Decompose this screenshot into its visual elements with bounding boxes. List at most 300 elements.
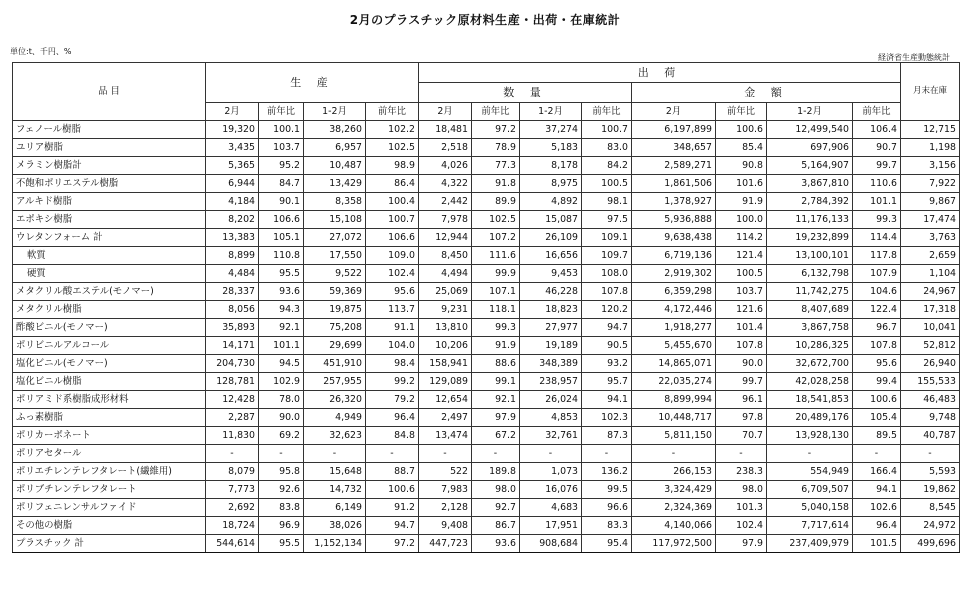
table-cell: 24,972 bbox=[901, 517, 960, 535]
table-row bbox=[13, 481, 960, 499]
table-cell: 98.0 bbox=[472, 481, 520, 499]
table-cell: 92.1 bbox=[472, 391, 520, 409]
table-cell: 128,781 bbox=[206, 373, 259, 391]
table-row bbox=[13, 355, 960, 373]
table-cell: 102.4 bbox=[716, 517, 767, 535]
table-cell: 99.3 bbox=[472, 319, 520, 337]
table-row bbox=[13, 535, 960, 553]
table-cell: 5,040,158 bbox=[767, 499, 853, 517]
table-cell: 100.4 bbox=[366, 193, 419, 211]
table-cell: 26,024 bbox=[520, 391, 582, 409]
table-cell: 94.5 bbox=[259, 355, 304, 373]
row-label: ポリブチレンテレフタレート bbox=[13, 481, 206, 499]
table-cell: 107.8 bbox=[582, 283, 632, 301]
table-cell: 99.1 bbox=[472, 373, 520, 391]
table-cell: 109.1 bbox=[582, 229, 632, 247]
table-cell: 102.3 bbox=[582, 409, 632, 427]
table-cell: 99.7 bbox=[853, 157, 901, 175]
table-cell: 4,683 bbox=[520, 499, 582, 517]
table-cell: 32,761 bbox=[520, 427, 582, 445]
table-cell: 91.1 bbox=[366, 319, 419, 337]
table-cell: 101.3 bbox=[716, 499, 767, 517]
table-cell: 6,957 bbox=[304, 139, 366, 157]
table-cell: 3,156 bbox=[901, 157, 960, 175]
table-cell: 15,108 bbox=[304, 211, 366, 229]
table-row bbox=[13, 427, 960, 445]
table-cell: 451,910 bbox=[304, 355, 366, 373]
table-cell: 1,073 bbox=[520, 463, 582, 481]
table-cell: 52,812 bbox=[901, 337, 960, 355]
subheader-cell: 前年比 bbox=[853, 103, 901, 121]
table-cell: 106.4 bbox=[853, 121, 901, 139]
table-cell: 100.0 bbox=[716, 211, 767, 229]
table-cell: 12,944 bbox=[419, 229, 472, 247]
table-cell: 11,830 bbox=[206, 427, 259, 445]
table-cell: 100.1 bbox=[259, 121, 304, 139]
table-cell: 103.7 bbox=[716, 283, 767, 301]
table-cell: 4,184 bbox=[206, 193, 259, 211]
table-row bbox=[13, 229, 960, 247]
table-cell: 237,409,979 bbox=[767, 535, 853, 553]
table-cell: 120.2 bbox=[582, 301, 632, 319]
table-cell: 69.2 bbox=[259, 427, 304, 445]
table-cell: 96.9 bbox=[259, 517, 304, 535]
table-cell: 18,481 bbox=[419, 121, 472, 139]
table-cell: 95.2 bbox=[259, 157, 304, 175]
table-cell: 14,865,071 bbox=[632, 355, 716, 373]
table-cell: 25,069 bbox=[419, 283, 472, 301]
table-cell: 2,287 bbox=[206, 409, 259, 427]
table-cell: 1,104 bbox=[901, 265, 960, 283]
table-cell: 2,919,302 bbox=[632, 265, 716, 283]
table-cell: 29,699 bbox=[304, 337, 366, 355]
table-cell: 6,359,298 bbox=[632, 283, 716, 301]
page-title: 2月のプラスチック原材料生産・出荷・在庫統計 bbox=[349, 13, 621, 27]
table-cell: 110.6 bbox=[853, 175, 901, 193]
table-cell: 22,035,274 bbox=[632, 373, 716, 391]
table-cell: 100.6 bbox=[366, 481, 419, 499]
table-cell: 98.4 bbox=[366, 355, 419, 373]
row-label: プラスチック 計 bbox=[13, 535, 206, 553]
table-cell: 91.9 bbox=[716, 193, 767, 211]
table-cell: 26,109 bbox=[520, 229, 582, 247]
table-cell: 7,773 bbox=[206, 481, 259, 499]
table-cell: 2,518 bbox=[419, 139, 472, 157]
table-cell: 78.0 bbox=[259, 391, 304, 409]
table-cell: 101.1 bbox=[853, 193, 901, 211]
table-cell: 1,861,506 bbox=[632, 175, 716, 193]
table-cell: 99.9 bbox=[472, 265, 520, 283]
table-cell: 89.9 bbox=[472, 193, 520, 211]
row-label: フェノール樹脂 bbox=[13, 121, 206, 139]
table-cell: 96.4 bbox=[853, 517, 901, 535]
table-cell: 1,152,134 bbox=[304, 535, 366, 553]
table-cell: 110.8 bbox=[259, 247, 304, 265]
table-cell: 19,875 bbox=[304, 301, 366, 319]
subheader-cell: 1-2月 bbox=[520, 103, 582, 121]
table-cell: 98.0 bbox=[716, 481, 767, 499]
table-cell: 6,197,899 bbox=[632, 121, 716, 139]
table-cell: 102.5 bbox=[366, 139, 419, 157]
subheader-cell: 前年比 bbox=[472, 103, 520, 121]
table-cell: 8,975 bbox=[520, 175, 582, 193]
table-cell: 6,132,798 bbox=[767, 265, 853, 283]
table-cell: 14,171 bbox=[206, 337, 259, 355]
header-production: 生 産 bbox=[206, 63, 419, 103]
table-cell: 99.5 bbox=[582, 481, 632, 499]
table-cell: 96.6 bbox=[582, 499, 632, 517]
table-cell: 11,742,275 bbox=[767, 283, 853, 301]
table-cell: 95.8 bbox=[259, 463, 304, 481]
subheader-cell: 1-2月 bbox=[304, 103, 366, 121]
table-cell: 91.2 bbox=[366, 499, 419, 517]
table-cell: 113.7 bbox=[366, 301, 419, 319]
table-cell: 96.7 bbox=[853, 319, 901, 337]
table-cell: 13,429 bbox=[304, 175, 366, 193]
table-row bbox=[13, 283, 960, 301]
table-cell: 5,164,907 bbox=[767, 157, 853, 175]
table-cell: 10,487 bbox=[304, 157, 366, 175]
table-cell: 10,448,717 bbox=[632, 409, 716, 427]
table-cell: 101.4 bbox=[716, 319, 767, 337]
table-cell: 97.9 bbox=[472, 409, 520, 427]
row-label: ふっ素樹脂 bbox=[13, 409, 206, 427]
table-cell: 3,867,810 bbox=[767, 175, 853, 193]
table-cell: 24,967 bbox=[901, 283, 960, 301]
table-row bbox=[13, 409, 960, 427]
table-cell: 15,087 bbox=[520, 211, 582, 229]
table-cell: 90.7 bbox=[853, 139, 901, 157]
table-row bbox=[13, 301, 960, 319]
table-cell: 103.7 bbox=[259, 139, 304, 157]
table-cell: 46,483 bbox=[901, 391, 960, 409]
table-row bbox=[13, 157, 960, 175]
table-cell: 12,499,540 bbox=[767, 121, 853, 139]
table-cell: 204,730 bbox=[206, 355, 259, 373]
table-row bbox=[13, 139, 960, 157]
table-cell: 100.6 bbox=[716, 121, 767, 139]
table-cell: 105.4 bbox=[853, 409, 901, 427]
table-cell: 109.0 bbox=[366, 247, 419, 265]
table-cell: 554,949 bbox=[767, 463, 853, 481]
table-cell: 109.7 bbox=[582, 247, 632, 265]
table-cell: 99.3 bbox=[853, 211, 901, 229]
subheader-cell: 前年比 bbox=[582, 103, 632, 121]
table-cell: 8,056 bbox=[206, 301, 259, 319]
table-cell: 38,026 bbox=[304, 517, 366, 535]
table-cell: - bbox=[716, 445, 767, 463]
table-cell: 95.5 bbox=[259, 265, 304, 283]
table-cell: 104.6 bbox=[853, 283, 901, 301]
table-cell: 348,657 bbox=[632, 139, 716, 157]
table-cell: - bbox=[259, 445, 304, 463]
table-cell: 93.2 bbox=[582, 355, 632, 373]
table-cell: 5,183 bbox=[520, 139, 582, 157]
row-label: ポリカーボネート bbox=[13, 427, 206, 445]
table-cell: - bbox=[472, 445, 520, 463]
table-cell: 1,378,927 bbox=[632, 193, 716, 211]
table-cell: 121.4 bbox=[716, 247, 767, 265]
table-cell: 27,977 bbox=[520, 319, 582, 337]
table-cell: 32,623 bbox=[304, 427, 366, 445]
table-cell: 7,983 bbox=[419, 481, 472, 499]
table-row bbox=[13, 445, 960, 463]
table-cell: 136.2 bbox=[582, 463, 632, 481]
table-cell: 121.6 bbox=[716, 301, 767, 319]
table-cell: 95.5 bbox=[259, 535, 304, 553]
table-cell: 97.5 bbox=[582, 211, 632, 229]
table-cell: 87.3 bbox=[582, 427, 632, 445]
table-cell: 89.5 bbox=[853, 427, 901, 445]
row-label: ポリエチレンテレフタレート(繊維用) bbox=[13, 463, 206, 481]
table-cell: 102.5 bbox=[472, 211, 520, 229]
table-cell: 97.2 bbox=[472, 121, 520, 139]
table-cell: 348,389 bbox=[520, 355, 582, 373]
table-cell: 79.2 bbox=[366, 391, 419, 409]
table-cell: 67.2 bbox=[472, 427, 520, 445]
table-cell: 106.6 bbox=[259, 211, 304, 229]
statistics-table bbox=[12, 62, 960, 553]
row-label: 酢酸ビニル(モノマー) bbox=[13, 319, 206, 337]
table-cell: 117,972,500 bbox=[632, 535, 716, 553]
table-cell: 91.8 bbox=[472, 175, 520, 193]
row-label: エポキシ樹脂 bbox=[13, 211, 206, 229]
table-cell: 101.6 bbox=[716, 175, 767, 193]
table-cell: 4,949 bbox=[304, 409, 366, 427]
table-cell: 3,763 bbox=[901, 229, 960, 247]
table-cell: 3,324,429 bbox=[632, 481, 716, 499]
table-cell: 107.8 bbox=[716, 337, 767, 355]
row-label: ポリアミド系樹脂成形材料 bbox=[13, 391, 206, 409]
table-row bbox=[13, 463, 960, 481]
table-cell: 105.1 bbox=[259, 229, 304, 247]
table-cell: 95.4 bbox=[582, 535, 632, 553]
table-cell: 10,041 bbox=[901, 319, 960, 337]
table-cell: 96.4 bbox=[366, 409, 419, 427]
subheader-cell: 2月 bbox=[206, 103, 259, 121]
table-cell: 1,198 bbox=[901, 139, 960, 157]
row-label: ポリビニルアルコール bbox=[13, 337, 206, 355]
table-cell: 35,893 bbox=[206, 319, 259, 337]
table-cell: - bbox=[853, 445, 901, 463]
table-cell: 8,358 bbox=[304, 193, 366, 211]
table-cell: - bbox=[582, 445, 632, 463]
table-cell: 97.8 bbox=[716, 409, 767, 427]
table-cell: - bbox=[767, 445, 853, 463]
table-cell: - bbox=[520, 445, 582, 463]
table-cell: 499,696 bbox=[901, 535, 960, 553]
subheader-cell: 1-2月 bbox=[767, 103, 853, 121]
table-cell: 84.2 bbox=[582, 157, 632, 175]
table-cell: 107.8 bbox=[853, 337, 901, 355]
table-cell: 12,654 bbox=[419, 391, 472, 409]
subheader-cell: 前年比 bbox=[716, 103, 767, 121]
table-cell: 18,724 bbox=[206, 517, 259, 535]
table-cell: 102.9 bbox=[259, 373, 304, 391]
table-cell: 75,208 bbox=[304, 319, 366, 337]
table-cell: 101.5 bbox=[853, 535, 901, 553]
table-cell: 11,176,133 bbox=[767, 211, 853, 229]
table-cell: 2,324,369 bbox=[632, 499, 716, 517]
table-cell: 92.1 bbox=[259, 319, 304, 337]
table-cell: - bbox=[304, 445, 366, 463]
table-cell: 17,318 bbox=[901, 301, 960, 319]
table-cell: 117.8 bbox=[853, 247, 901, 265]
table-cell: 166.4 bbox=[853, 463, 901, 481]
table-cell: 10,286,325 bbox=[767, 337, 853, 355]
table-row bbox=[13, 247, 960, 265]
table-cell: 2,589,271 bbox=[632, 157, 716, 175]
table-cell: 8,079 bbox=[206, 463, 259, 481]
table-cell: 92.7 bbox=[472, 499, 520, 517]
table-cell: 77.3 bbox=[472, 157, 520, 175]
table-cell: 100.7 bbox=[582, 121, 632, 139]
table-cell: 7,978 bbox=[419, 211, 472, 229]
row-label: ウレタンフォーム 計 bbox=[13, 229, 206, 247]
table-cell: 98.1 bbox=[582, 193, 632, 211]
table-cell: 88.6 bbox=[472, 355, 520, 373]
table-cell: 10,206 bbox=[419, 337, 472, 355]
table-cell: 7,922 bbox=[901, 175, 960, 193]
table-cell: 94.7 bbox=[366, 517, 419, 535]
table-cell: 8,450 bbox=[419, 247, 472, 265]
row-label: 硬質 bbox=[13, 265, 206, 283]
table-cell: 4,892 bbox=[520, 193, 582, 211]
table-cell: - bbox=[366, 445, 419, 463]
table-cell: 8,407,689 bbox=[767, 301, 853, 319]
table-cell: - bbox=[901, 445, 960, 463]
subheader-cell: 2月 bbox=[632, 103, 716, 121]
table-cell: 101.1 bbox=[259, 337, 304, 355]
table-cell: 908,684 bbox=[520, 535, 582, 553]
table-cell: 14,732 bbox=[304, 481, 366, 499]
row-label: メラミン樹脂計 bbox=[13, 157, 206, 175]
table-cell: 37,274 bbox=[520, 121, 582, 139]
row-label: メタクリル樹脂 bbox=[13, 301, 206, 319]
table-body bbox=[13, 121, 960, 553]
table-cell: 2,497 bbox=[419, 409, 472, 427]
table-cell: 85.4 bbox=[716, 139, 767, 157]
table-cell: 12,428 bbox=[206, 391, 259, 409]
row-label: アルキド樹脂 bbox=[13, 193, 206, 211]
table-cell: 100.6 bbox=[853, 391, 901, 409]
table-cell: 92.6 bbox=[259, 481, 304, 499]
table-row bbox=[13, 211, 960, 229]
table-cell: 3,435 bbox=[206, 139, 259, 157]
header-month-end-stock: 月末在庫 bbox=[901, 63, 960, 121]
table-cell: 70.7 bbox=[716, 427, 767, 445]
table-cell: 94.1 bbox=[582, 391, 632, 409]
table-cell: 93.6 bbox=[472, 535, 520, 553]
table-cell: 94.1 bbox=[853, 481, 901, 499]
table-row bbox=[13, 391, 960, 409]
table-cell: 5,593 bbox=[901, 463, 960, 481]
table-cell: 111.6 bbox=[472, 247, 520, 265]
table-cell: 19,320 bbox=[206, 121, 259, 139]
table-cell: 238.3 bbox=[716, 463, 767, 481]
table-cell: 94.3 bbox=[259, 301, 304, 319]
row-label: ポリアセタール bbox=[13, 445, 206, 463]
table-cell: 40,787 bbox=[901, 427, 960, 445]
table-cell: 90.5 bbox=[582, 337, 632, 355]
table-cell: 84.8 bbox=[366, 427, 419, 445]
table-cell: 16,076 bbox=[520, 481, 582, 499]
table-cell: 13,928,130 bbox=[767, 427, 853, 445]
table-cell: 4,172,446 bbox=[632, 301, 716, 319]
table-cell: 99.7 bbox=[716, 373, 767, 391]
table-cell: 4,484 bbox=[206, 265, 259, 283]
table-cell: 266,153 bbox=[632, 463, 716, 481]
table-cell: 2,784,392 bbox=[767, 193, 853, 211]
table-cell: 5,811,150 bbox=[632, 427, 716, 445]
table-cell: 2,128 bbox=[419, 499, 472, 517]
table-cell: 86.4 bbox=[366, 175, 419, 193]
row-label: 不飽和ポリエステル樹脂 bbox=[13, 175, 206, 193]
table-cell: 46,228 bbox=[520, 283, 582, 301]
unit-label: 単位:t、千円、% bbox=[10, 47, 72, 56]
table-cell: 88.7 bbox=[366, 463, 419, 481]
table-cell: 9,453 bbox=[520, 265, 582, 283]
table-row bbox=[13, 121, 960, 139]
table-cell: 5,455,670 bbox=[632, 337, 716, 355]
table-cell: 17,951 bbox=[520, 517, 582, 535]
table-cell: 28,337 bbox=[206, 283, 259, 301]
table-cell: 2,692 bbox=[206, 499, 259, 517]
table-row bbox=[13, 193, 960, 211]
table-cell: 3,867,758 bbox=[767, 319, 853, 337]
row-label: ポリフェニレンサルファイド bbox=[13, 499, 206, 517]
table-cell: 104.0 bbox=[366, 337, 419, 355]
table-cell: 20,489,176 bbox=[767, 409, 853, 427]
header-shipment: 出 荷 bbox=[419, 63, 901, 83]
table-cell: 84.7 bbox=[259, 175, 304, 193]
row-label: 軟質 bbox=[13, 247, 206, 265]
table-cell: 17,474 bbox=[901, 211, 960, 229]
table-row bbox=[13, 517, 960, 535]
table-cell: 6,709,507 bbox=[767, 481, 853, 499]
table-cell: 6,944 bbox=[206, 175, 259, 193]
table-cell: 102.6 bbox=[853, 499, 901, 517]
table-cell: 5,936,888 bbox=[632, 211, 716, 229]
table-cell: 8,899 bbox=[206, 247, 259, 265]
table-cell: 189.8 bbox=[472, 463, 520, 481]
table-cell: 4,140,066 bbox=[632, 517, 716, 535]
table-cell: 93.6 bbox=[259, 283, 304, 301]
table-cell: 99.4 bbox=[853, 373, 901, 391]
table-cell: 238,957 bbox=[520, 373, 582, 391]
table-cell: 12,715 bbox=[901, 121, 960, 139]
table-cell: 108.0 bbox=[582, 265, 632, 283]
table-cell: 8,178 bbox=[520, 157, 582, 175]
table-cell: 18,541,853 bbox=[767, 391, 853, 409]
table-cell: 114.4 bbox=[853, 229, 901, 247]
table-cell: 107.9 bbox=[853, 265, 901, 283]
subheader-cell: 前年比 bbox=[259, 103, 304, 121]
table-row bbox=[13, 175, 960, 193]
table-cell: 9,748 bbox=[901, 409, 960, 427]
table-cell: 90.1 bbox=[259, 193, 304, 211]
table-cell: - bbox=[632, 445, 716, 463]
table-cell: 86.7 bbox=[472, 517, 520, 535]
row-label: メタクリル酸エステル(モノマー) bbox=[13, 283, 206, 301]
table-cell: 19,862 bbox=[901, 481, 960, 499]
table-row bbox=[13, 499, 960, 517]
table-cell: 83.0 bbox=[582, 139, 632, 157]
header-item: 品 目 bbox=[13, 63, 206, 121]
table-cell: 16,656 bbox=[520, 247, 582, 265]
table-cell: 100.7 bbox=[366, 211, 419, 229]
table-cell: 8,545 bbox=[901, 499, 960, 517]
